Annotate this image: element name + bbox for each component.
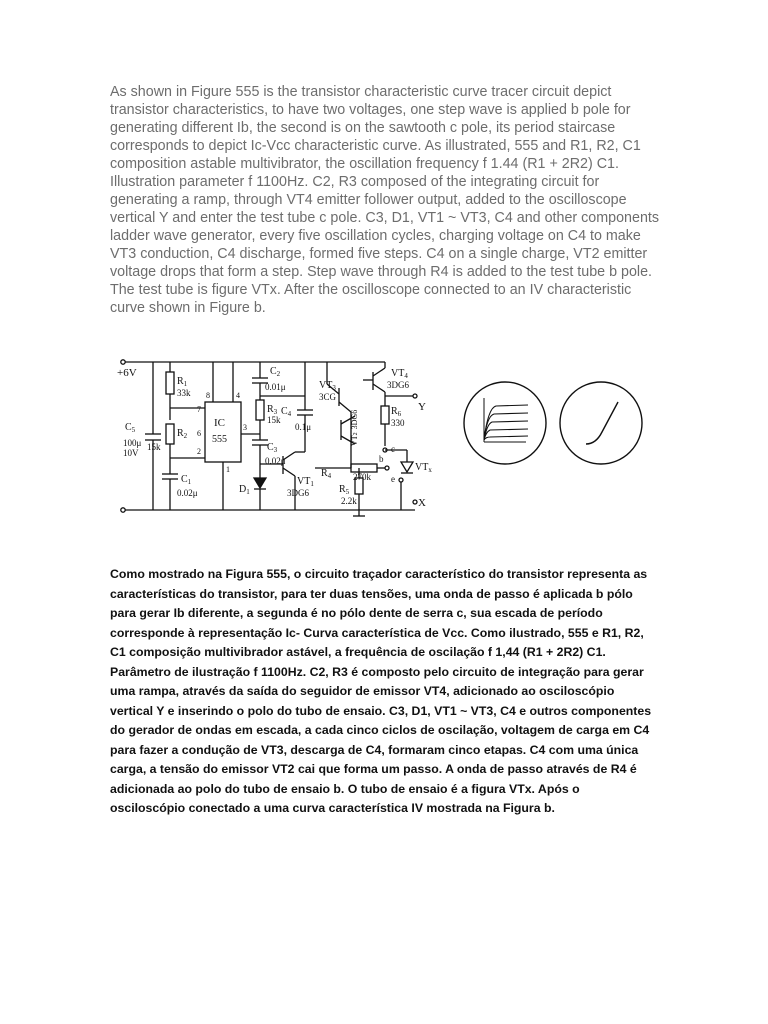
svg-text:VT4 — [391, 368, 408, 380]
output-x-label: X — [418, 497, 426, 509]
pin-7: 7 — [197, 405, 201, 414]
c5-label: C — [125, 422, 132, 433]
pin-6: 6 — [197, 429, 201, 438]
svg-text:VT3 — [319, 380, 336, 392]
r5-sub: 5 — [345, 488, 350, 496]
c5-value-1: 100μ — [123, 438, 142, 448]
svg-text:C5 — [125, 422, 136, 434]
c1-sub: 1 — [187, 478, 192, 486]
r6-label: R — [391, 406, 398, 417]
c3-label: C — [267, 442, 274, 453]
vt4-label: VT — [391, 368, 405, 379]
c3-value: 0.02μ — [265, 456, 286, 466]
svg-text:R4 — [321, 468, 332, 480]
vtx-label: VT — [415, 462, 429, 473]
c4-label: C — [281, 406, 288, 417]
r5-label: R — [339, 484, 346, 495]
r5-value: 2.2k — [341, 496, 357, 506]
c2-sub: 2 — [276, 370, 281, 378]
pin-8: 8 — [206, 391, 210, 400]
r4-sub: 4 — [327, 472, 332, 480]
r4-label: R — [321, 468, 328, 479]
circuit-diagram — [115, 350, 445, 520]
c1-label: C — [181, 474, 188, 485]
vt3-label: VT — [319, 380, 333, 391]
ic-number: 555 — [212, 434, 227, 445]
r2-sub: 2 — [183, 432, 188, 440]
c1-value: 0.02μ — [177, 488, 198, 498]
vt1-sub: 1 — [310, 480, 314, 488]
c4-value: 0.1μ — [295, 422, 312, 432]
svg-text:C3 — [267, 442, 278, 454]
pin-3: 3 — [243, 423, 247, 432]
supply-label: +6V — [117, 367, 137, 379]
pin-2: 2 — [197, 447, 201, 456]
c5-value-2: 10V — [123, 448, 139, 458]
vt2-label: VT — [350, 435, 359, 446]
r2-label: R — [177, 428, 184, 439]
c5-sub: 5 — [131, 426, 136, 434]
vt2-sub: 2 — [353, 432, 359, 436]
terminal-b-label: b — [379, 454, 384, 464]
c4-sub: 4 — [287, 410, 292, 418]
d1-label: D — [239, 484, 247, 495]
svg-text:C4 — [281, 406, 292, 418]
terminal-e-label: e — [391, 474, 395, 484]
vt1-label: VT — [297, 476, 311, 487]
svg-text:VT23DG6 — [350, 410, 359, 446]
c3-sub: 3 — [273, 446, 278, 454]
r1-value: 33k — [177, 388, 191, 398]
svg-text:R6 — [391, 406, 402, 418]
ic-label: IC — [214, 417, 225, 429]
r1-sub: 1 — [183, 380, 188, 388]
svg-text:C2 — [270, 366, 281, 378]
d1-sub: 1 — [246, 488, 250, 496]
svg-text:R1 — [177, 376, 188, 388]
r3-sub: 3 — [273, 408, 278, 416]
terminal-c-label: c — [391, 444, 395, 454]
svg-text:R5 — [339, 484, 350, 496]
vt4-type: 3DG6 — [387, 380, 409, 390]
r4-value: 270k — [353, 472, 371, 482]
r6-sub: 6 — [397, 410, 402, 418]
pin-4: 4 — [236, 391, 240, 400]
output-y-label: Y — [418, 401, 426, 413]
c2-label: C — [270, 366, 277, 377]
r2-value: 15k — [147, 442, 161, 452]
r6-value: 330 — [391, 418, 405, 428]
svg-text:C1 — [181, 474, 192, 486]
portuguese-paragraph: Como mostrado na Figura 555, o circuito traçador característico do transistor representa as características do transistor, para ter duas tensões, uma onda de passo é aplicada b pólo para gerar Ib diferente, a segunda é no pólo dente de serra c, sua escada de período corresponde à representação Ic- Curva característica de Vcc. Como ilustrado, 555 e R1, R2, C1 composição multivibrador astável, a frequência de oscilação f 1,44 (R1 + 2R2) C1. Parâmetro de ilustração f 1100Hz. C2, R3 é composto pelo circuito de integração para gerar uma rampa, através da saída do seguidor de emissor VT4, adicionado ao osciloscópio vertical Y e inserindo o polo do tubo de ensaio. C3, D1, VT1 ~ VT3, C4 e outros componentes do gerador de ondas em escada, a cada cinco ciclos de oscilação, voltagem de carga em C4 para fazer a condução de VT3, descarga de C4, formaram cinco etapas. C4 com uma única carga, a tensão do emissor VT2 cai que forma um passo. A onda de passo através de R4 é adicionada ao polo do tubo de ensaio b. O tubo de ensaio é a figura VTx. Após o osciloscópio conectado a uma curva característica IV mostrada na Figura b. — [110, 567, 652, 815]
vt2-type: 3DG6 — [350, 409, 359, 430]
scope-characteristic-curves — [462, 380, 548, 466]
r1-label: R — [177, 376, 184, 387]
pin-1: 1 — [226, 465, 230, 474]
svg-text:VT1 — [297, 476, 314, 488]
c2-value: 0.01μ — [265, 382, 286, 392]
r3-label: R — [267, 404, 274, 415]
svg-text:R2 — [177, 428, 188, 440]
svg-text:D1 — [239, 484, 250, 496]
vt3-type: 3CG — [319, 392, 337, 402]
scope-single-curve — [558, 380, 644, 466]
vt1-type: 3DG6 — [287, 488, 309, 498]
vtx-sub: x — [428, 466, 432, 474]
svg-text:VTx — [415, 462, 432, 474]
r3-value: 15k — [267, 415, 281, 425]
vt3-sub: 3 — [332, 384, 336, 392]
english-paragraph: As shown in Figure 555 is the transistor characteristic curve tracer circuit depict transistor characteristics, to have two voltages, one step wave is applied b pole for generating different Ib, the second is on the sawtooth c pole, its period staircase corresponds to depict Ic-Vcc characteristic curve. As illustrated, 555 and R1, R2, C1 composition astable multivibrator, the oscillation frequency f 1.44 (R1 + 2R2) C1. Illustration parameter f 1100Hz. C2, R3 composed of the integrating circuit for generating a ramp, through VT4 emitter follower output, added to the oscilloscope vertical Y and enter the test tube c pole. C3, D1, VT1 ~ VT3, C4 and other components ladder wave generator, every five oscillation cycles, charging voltage on C4 to make VT3 conduction, C4 discharge, formed five steps. C4 on a single charge, VT2 emitter voltage drops that form a step. Step wave through R4 is added to the test tube b pole. The test tube is figure VTx. After the oscilloscope connected to an IV characteristic curve shown in Figure b. — [110, 84, 660, 316]
vt4-sub: 4 — [404, 372, 408, 380]
